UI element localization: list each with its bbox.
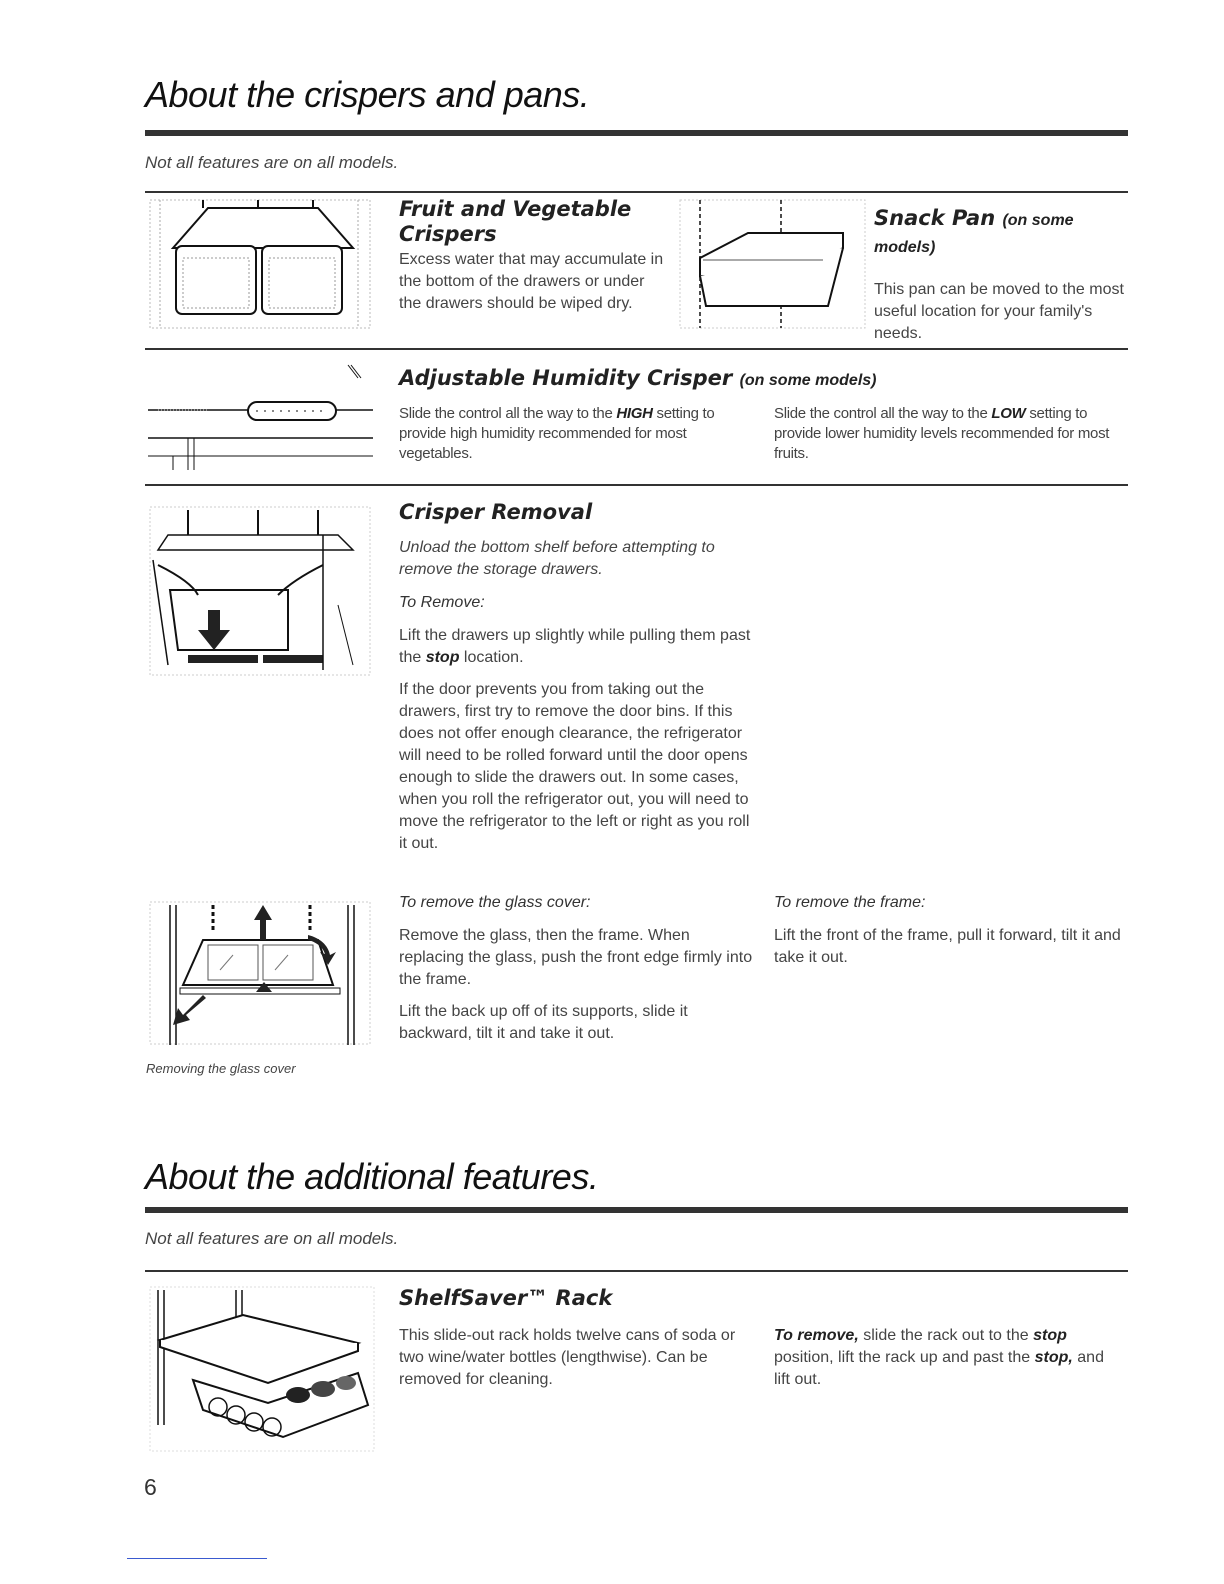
removal-step-1: Lift the drawers up slightly while pulling them past the stop location. (399, 627, 751, 666)
section-divider (145, 484, 1128, 486)
crisper-removal-block (399, 500, 759, 855)
shelfsaver-title: ShelfSaver™ Rack (399, 1286, 613, 1310)
glass-cover-illustration (148, 900, 373, 1048)
page-number: 6 (144, 1474, 157, 1500)
section-divider (145, 1270, 1128, 1272)
section-divider (145, 191, 1128, 193)
humidity-control-illustration (148, 360, 373, 472)
title-rule (145, 1207, 1128, 1213)
fruit-crispers-text: Excess water that may accumulate in the bottom of the drawers or under the drawers should be wiped dry. (399, 251, 664, 312)
snack-pan-title: Snack Pan (on some models) (874, 206, 1074, 256)
humidity-low-text: Slide the control all the way to the LOW setting to provide lower humidity levels recommended for most fruits. (774, 405, 1110, 462)
frame-heading: To remove the frame: (774, 894, 926, 911)
footer-line (127, 1558, 267, 1559)
snack-pan-text: This pan can be moved to the most useful location for your family's needs. (874, 281, 1124, 342)
glass-cover-step-2: Lift the back up off of its supports, slide it backward, tilt it and take it out. (399, 1003, 688, 1042)
crisper-removal-illustration (148, 505, 373, 677)
section-divider (145, 348, 1128, 350)
glass-cover-step-1: Remove the glass, then the frame. When replacing the glass, push the front edge firmly into the frame. (399, 927, 753, 988)
shelfsaver-remove-text: To remove, slide the rack out to the stop position, lift the rack up and past the stop, and lift out. (774, 1327, 1104, 1388)
snack-pan-block (874, 206, 1124, 345)
fruit-crispers-title: Fruit and Vegetable Crispers (399, 197, 632, 246)
humidity-high-text: Slide the control all the way to the HIGH setting to provide high humidity recommended for most vegetables. (399, 405, 715, 462)
glass-cover-caption: Removing the glass cover (146, 1061, 296, 1076)
crisper-drawers-illustration (148, 198, 373, 333)
glass-cover-heading: To remove the glass cover: (399, 894, 591, 911)
humidity-block (399, 366, 1119, 393)
removal-step-2: If the door prevents you from taking out the drawers, first try to remove the door bins. If this does not offer enough clearance, the refrigerator will need to be rolled forward until the door opens enough to slide the drawers out. In some cases, when you roll the refrigerator out, you will need to move the refrigerator to the left or right as you roll it out. (399, 681, 750, 852)
shelfsaver-block (399, 1286, 759, 1391)
to-remove-heading: To Remove: (399, 594, 485, 611)
crisper-removal-title: Crisper Removal (399, 500, 593, 524)
shelfsaver-text: This slide-out rack holds twelve cans of soda or two wine/water bottles (lengthwise). Can be removed for cleaning. (399, 1327, 736, 1388)
frame-block (774, 894, 1129, 969)
glass-cover-block (399, 894, 759, 1045)
frame-step-1: Lift the front of the frame, pull it forward, tilt it and take it out. (774, 927, 1121, 966)
humidity-title: Adjustable Humidity Crisper (on some models) (399, 366, 877, 390)
title-rule (145, 130, 1128, 136)
section-title-additional: About the additional features. (145, 1156, 599, 1197)
unload-note: Unload the bottom shelf before attempting to remove the storage drawers. (399, 539, 715, 578)
models-note: Not all features are on all models. (145, 153, 399, 172)
fruit-crispers-block (399, 197, 669, 315)
snack-pan-illustration (678, 198, 868, 330)
shelfsaver-rack-illustration (148, 1285, 376, 1453)
section-title-crispers: About the crispers and pans. (145, 74, 590, 115)
models-note: Not all features are on all models. (145, 1229, 399, 1248)
